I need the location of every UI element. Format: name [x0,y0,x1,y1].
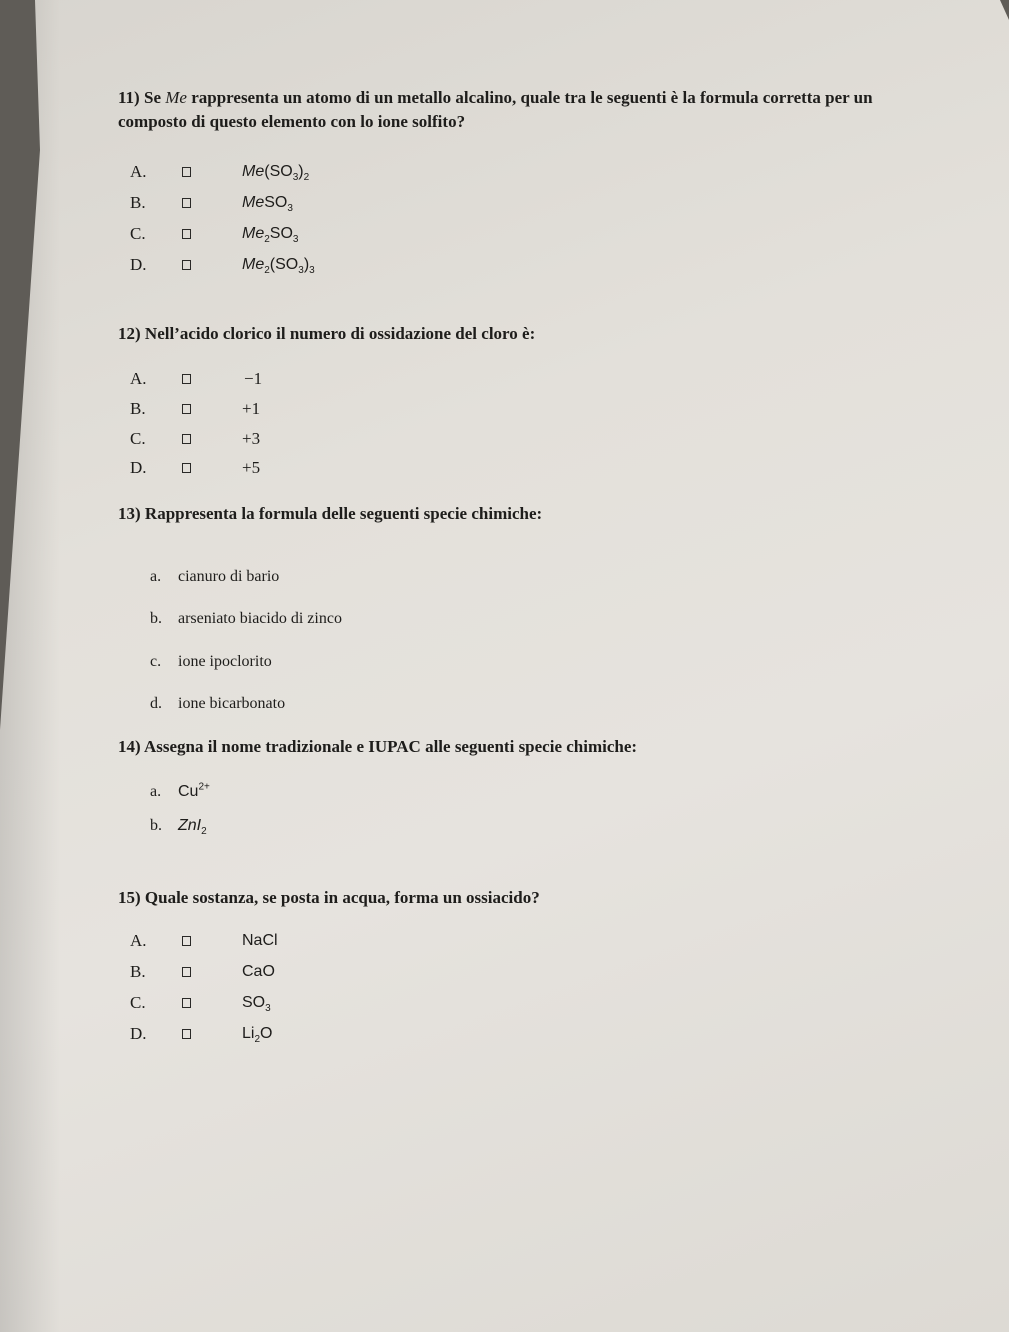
q14-item-b: b. ZnI$_2$ [150,817,207,838]
q13-item-a: a. cianuro di bario [150,568,280,585]
option-formula: MeSO$_3$ [242,194,293,215]
option-letter: D. [130,458,147,477]
option-letter: A. [130,931,147,950]
option-letter: B. [130,399,146,418]
option-formula: $Me(SO_3)_2$ [242,163,310,184]
checkbox-icon[interactable] [182,998,191,1008]
q13-item-c: c. ione ipoclorito [150,653,272,670]
checkbox-icon[interactable] [182,1029,191,1039]
checkbox-icon[interactable] [182,463,191,473]
option-value: +3 [242,429,261,448]
option-formula: CaO [242,963,275,980]
question-11-number: 11) [118,88,140,107]
checkbox-icon[interactable] [182,198,191,208]
question-12: 12) Nell’acido clorico il numero di ossidazione del cloro è: [118,324,536,343]
question-11-me: Me [165,88,187,107]
question-11 [118,86,938,134]
option-formula: $SO_3$ [242,994,271,1015]
checkbox-icon[interactable] [182,434,191,444]
question-13: 13) Rappresenta la formula delle seguenti specie chimiche: [118,504,543,523]
question-14: 14) Assegna il nome tradizionale e IUPAC alle seguenti specie chimiche: [118,737,638,756]
option-value: +1 [242,399,261,418]
option-letter: C. [130,429,146,448]
checkbox-icon[interactable] [182,167,191,177]
option-letter: B. [130,193,146,212]
option-value: −1 [244,369,263,388]
paper-shadow [0,0,60,1332]
option-letter: C. [130,224,146,243]
question-11-text-2: rappresenta un atomo di un metallo alcalino, quale tra le seguenti è la formula corretta per un composto di questo elemento con lo ione solfito? [118,88,873,131]
option-letter: A. [130,369,147,388]
option-letter: A. [130,162,147,181]
checkbox-icon[interactable] [182,404,191,414]
q14-item-a: a. $Cu^{2+}$ [150,782,210,801]
checkbox-icon[interactable] [182,260,191,270]
question-11-text-1: Se [139,88,166,107]
question-15: 15) Quale sostanza, se posta in acqua, forma un ossiacido? [118,888,540,907]
option-formula: $Me_2(SO_3)_3$ [242,256,315,277]
option-formula: $Me_2SO_3$ [242,225,299,246]
checkbox-icon[interactable] [182,967,191,977]
option-letter: D. [130,255,147,274]
option-letter: B. [130,962,146,981]
option-letter: D. [130,1024,147,1043]
option-formula: $Li_2O$ [242,1025,273,1046]
checkbox-icon[interactable] [182,936,191,946]
option-letter: C. [130,993,146,1012]
q13-item-b: b. arseniato biacido di zinco [150,610,342,627]
checkbox-icon[interactable] [182,374,191,384]
checkbox-icon[interactable] [182,229,191,239]
option-formula: NaCl [242,932,278,949]
q13-item-d: d. ione bicarbonato [150,695,286,712]
option-value: +5 [242,458,261,477]
